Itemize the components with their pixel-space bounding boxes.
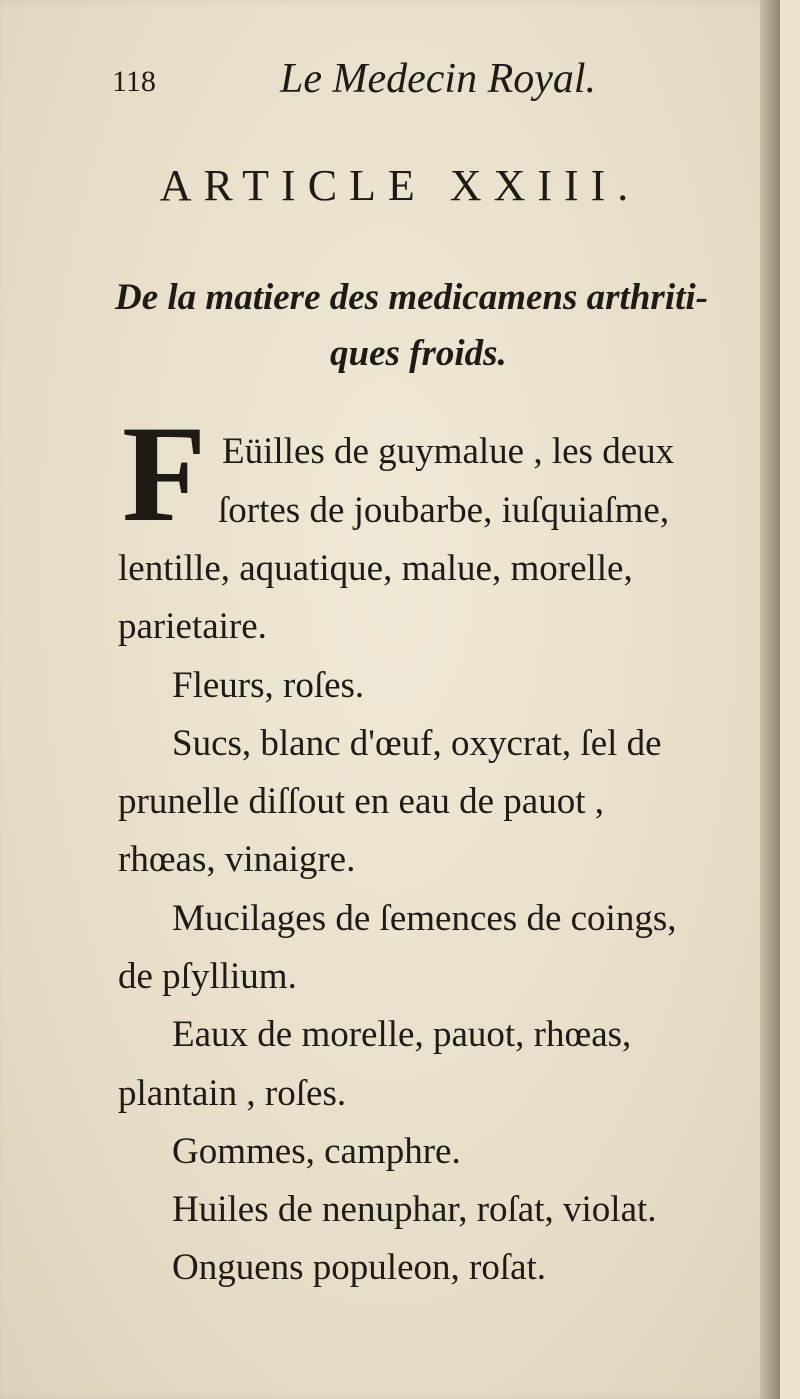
article-subtitle [115,270,795,382]
page-number: 118 [112,65,156,98]
article-heading: ARTICLE XXIII. [159,161,641,210]
text-line-8: rhœas, vinaigre. [118,839,356,880]
subtitle-line-1: De la matiere des medicamens arthriti- [115,277,708,318]
text-line-7: prunelle diſſout en eau de pauot , [118,781,604,822]
bleed-through-texture [0,0,1,1]
text-line-9: Mucilages de ſemences de coings, [172,898,677,939]
text-line-2: ſortes de joubarbe, iuſquiaſme, [218,490,670,531]
running-title: Le Medecin Royal. [280,56,597,102]
drop-cap: F [122,397,207,550]
text-line-6: Sucs, blanc d'œuf, oxycrat, ſel de [172,723,662,764]
text-line-10: de pſyllium. [118,956,297,997]
text-line-14: Huiles de nenuphar, roſat, violat. [172,1189,657,1230]
text-line-5: Fleurs, roſes. [172,665,365,706]
text-line-15: Onguens populeon, roſat. [172,1247,547,1288]
text-line-11: Eaux de morelle, pauot, rhœas, [172,1014,632,1055]
text-line-13: Gommes, camphre. [172,1131,461,1172]
text-line-1: Eüilles de guymalue , les deux [222,431,675,472]
page-header [112,55,732,115]
page-edge-shadow [760,0,780,1399]
text-line-4: parietaire. [118,606,267,647]
text-line-12: plantain , roſes. [118,1073,347,1114]
text-line-3: lentille, aquatique, malue, morelle, [118,548,633,589]
subtitle-line-2: ques froids. [330,333,507,374]
